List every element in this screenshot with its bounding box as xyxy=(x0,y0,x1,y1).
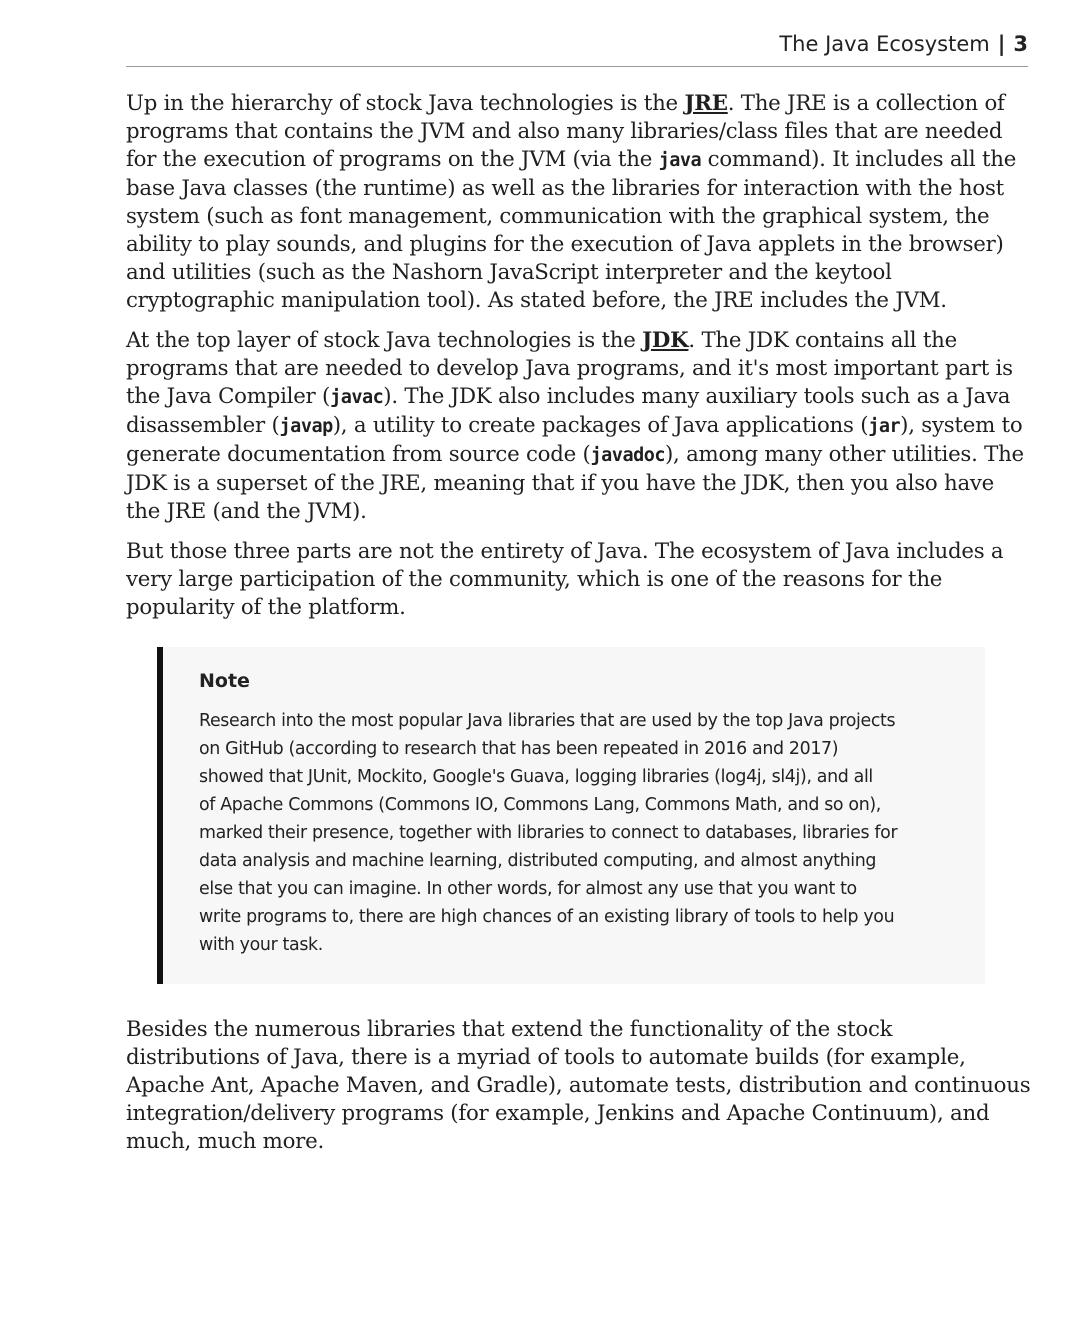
note-line: on GitHub (according to research that has been repeated in 2016 and 2017) xyxy=(199,739,839,759)
paragraph-tools: Besides the numerous libraries that extend the functionality of the stock distributions of Java, there is a myriad of tools to automate builds (for example, Apache Ant, Apache Maven, and Gradle), automate tests, distribution and continuous integration/delivery programs (for example, Jenkins and Apache Continuum), and much, much more. xyxy=(126,1017,1031,1154)
note-line: marked their presence, together with libraries to connect to databases, libraries for xyxy=(199,823,898,843)
code-java: java xyxy=(658,150,702,171)
header-title: The Java Ecosystem xyxy=(779,32,990,56)
note-line: data analysis and machine learning, distributed computing, and almost anything xyxy=(199,851,877,871)
note-line: write programs to, there are high chances of an existing library of tools to help you xyxy=(199,907,895,927)
note-title: Note xyxy=(199,670,250,692)
jdk-link[interactable]: JDK xyxy=(642,328,689,353)
header-rule xyxy=(126,66,1028,67)
code-javap: javap xyxy=(279,416,333,437)
jre-link[interactable]: JRE xyxy=(684,91,728,116)
note-line: showed that JUnit, Mockito, Google's Guava, logging libraries (log4j, sl4j), and all xyxy=(199,767,873,787)
note-text xyxy=(199,707,979,959)
code-javac: javac xyxy=(330,387,384,408)
closing-section xyxy=(126,1016,1031,1168)
code-jar: jar xyxy=(868,416,901,437)
note-line: else that you can imagine. In other words, for almost any use that you want to xyxy=(199,879,857,899)
note-line: of Apache Commons (Commons IO, Commons Lang, Commons Math, and so on), xyxy=(199,795,881,815)
header-separator: | xyxy=(997,32,1006,56)
running-header xyxy=(126,28,1028,60)
note-callout xyxy=(157,647,985,984)
page-number: 3 xyxy=(1013,32,1028,56)
paragraph-ecosystem: But those three parts are not the entirety of Java. The ecosystem of Java includes a very large participation of the community, which is one of the reasons for the popularity of the platform. xyxy=(126,539,1004,620)
code-javadoc: javadoc xyxy=(590,445,665,466)
paragraph-jre: Up in the hierarchy of stock Java technologies is the JRE. The JRE is a collection of programs that contains the JVM and also many libraries/class files that are needed for the execution of programs on the JVM (via the java command). It includes all the base Java classes (the runtime) as well as the libraries for interaction with the host system (such as font management, communication with the graphical system, the ability to play sounds, and plugins for the execution of Java applets in the browser) and utilities (such as the Nashorn JavaScript interpreter and the keytool cryptographic manipulation tool). As stated before, the JRE includes the JVM. xyxy=(126,91,1017,313)
note-line: with your task. xyxy=(199,935,323,955)
main-content xyxy=(126,90,1031,634)
paragraph-jdk: At the top layer of stock Java technologies is the JDK. The JDK contains all the programs that are needed to develop Java programs, and it's most important part is the Java Compiler (javac). The JDK also includes many auxiliary tools such as a Java disassembler (javap), a utility to create packages of Java applications (jar), system to generate documentation from source code (javadoc), among many other utilities. The JDK is a superset of the JRE, meaning that if you have the JDK, then you also have the JRE (and the JVM). xyxy=(126,328,1024,524)
note-line: Research into the most popular Java libraries that are used by the top Java projects xyxy=(199,711,896,731)
